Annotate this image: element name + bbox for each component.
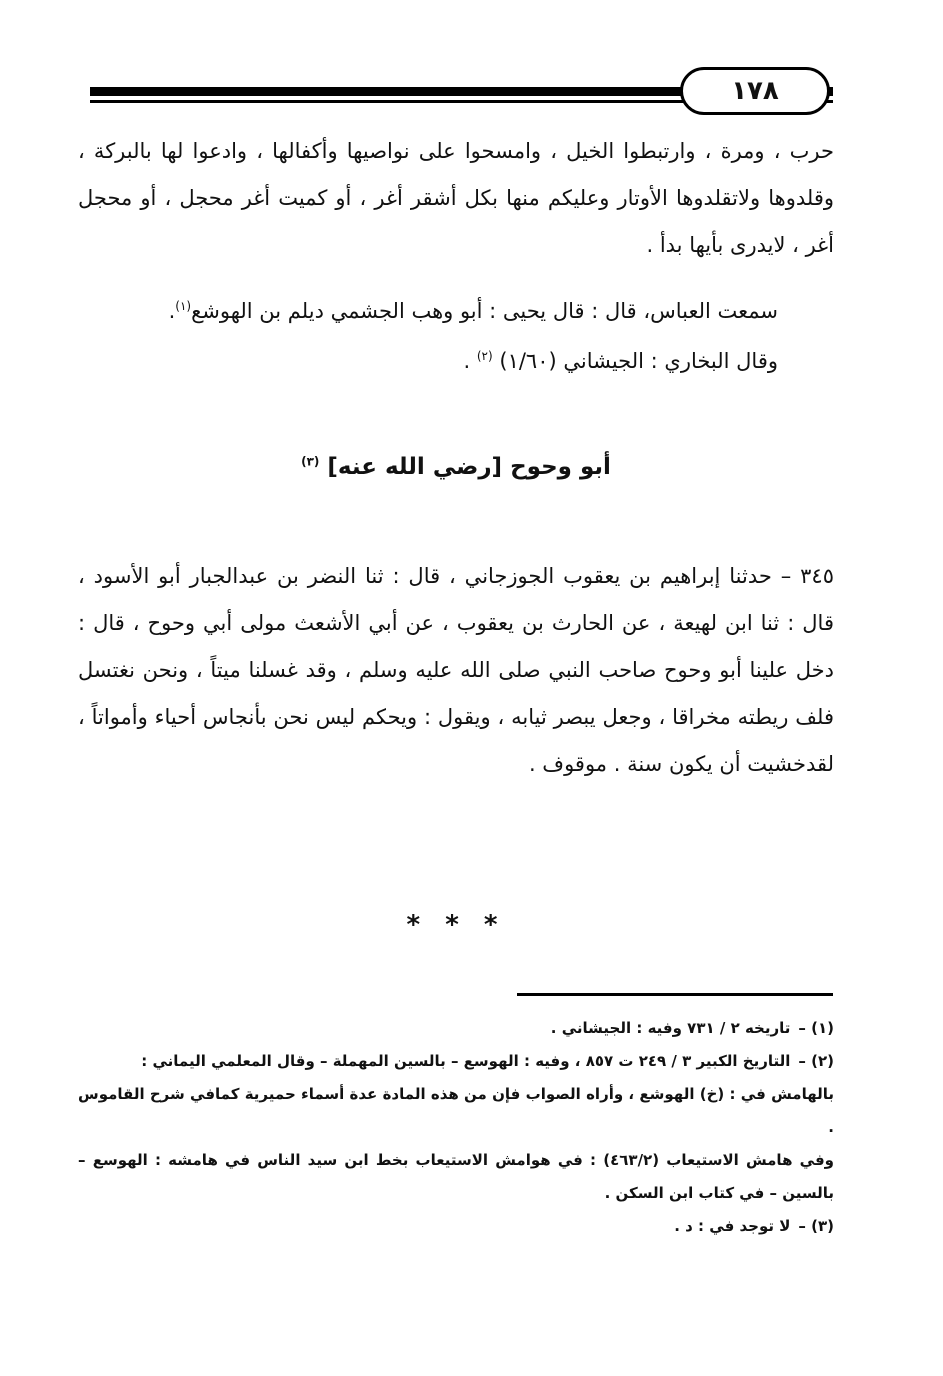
footnote-text: التاريخ الكبير ٣ / ٢٤٩ ت ٨٥٧ ، وفيه : الهوسع – بالسين المهملة – وقال المعلمي اليماني : bbox=[141, 1052, 791, 1070]
footnote-divider bbox=[517, 993, 833, 996]
footnote-2 bbox=[78, 1045, 834, 1078]
section-heading-text: أبو وحوح [رضي الله عنه] bbox=[327, 454, 611, 480]
footnote-number: (٣) – bbox=[798, 1217, 834, 1235]
body-paragraph-2: ٣٤٥ – حدثنا إبراهيم بن يعقوب الجوزجاني ، قال : ثنا النضر بن عبدالجبار أبو الأسود ، قال : ثنا ابن لهيعة ، عن الحارث بن يعقوب ، عن أبي الأشعث مولى أبي وحوح ، قال : دخل علينا أبو وحوح صاحب النبي صلى الله عليه وسلم ، وقد غسلنا ميتاً ، ونحن نغتسل فلف ريطته مخراقا ، وجعل يبصر ثيابه ، ويقول : ويحكم ليس نحن بأنجاس أحياء وأمواتاً ، لقدخشيت أن يكون سنة . موقوف . bbox=[78, 564, 834, 776]
footnote-3 bbox=[78, 1210, 834, 1243]
footnote-1 bbox=[78, 1012, 834, 1045]
body-paragraph-1: حرب ، ومرة ، وارتبطوا الخيل ، وامسحوا على نواصيها وأكفالها ، وادعوا لها بالبركة ، وقلدوها ولاتقلدوها الأوتار وعليكم منها بكل أشقر أغر ، أو كميت أغر محجل ، أو محجل أغر ، لايدرى بأيها بدأ . bbox=[78, 139, 834, 257]
footnote-ref-3: (٣) bbox=[301, 454, 320, 469]
narration-line-2-end: . bbox=[463, 349, 477, 373]
footnote-2-continuation-1: بالهامش في : (خ) الهوشع ، وأراه الصواب فإن من هذه المادة عدة أسماء حميرية كمافي شرح القاموس . bbox=[78, 1085, 834, 1136]
footnote-ref-1: (١) bbox=[175, 299, 192, 313]
footnote-number: (٢) – bbox=[798, 1052, 834, 1070]
footnote-number: (١) – bbox=[798, 1019, 834, 1037]
page-header bbox=[90, 62, 833, 122]
narration-line-1-text: سمعت العباس، قال : قال يحيى : أبو وهب الجشمي ديلم بن الهوشع bbox=[191, 299, 778, 323]
narration-line-2-text: وقال البخاري : الجيشاني (١/٦٠) bbox=[499, 349, 778, 373]
section-separator: * * * bbox=[406, 910, 506, 940]
footnote-2-continuation-2: وفي هامش الاستيعاب (٤٦٣/٢) : في هوامش الاستيعاب بخط ابن سيد الناس في هامشه : الهوسع – بالسين – في كتاب ابن السكن . bbox=[78, 1151, 834, 1202]
narration-line-1-end: . bbox=[168, 299, 176, 323]
page-number: ١٧٨ bbox=[680, 67, 830, 115]
narration-line-1 bbox=[78, 288, 778, 335]
narration-line-2 bbox=[78, 338, 778, 385]
footnote-text: تاريخه ٢ / ٧٣١ وفيه : الجيشاني . bbox=[550, 1019, 791, 1037]
footnote-text: لا توجد في : د . bbox=[674, 1217, 791, 1235]
footnotes bbox=[78, 1012, 834, 1243]
footnote-ref-2: (٢) bbox=[476, 349, 493, 363]
section-heading bbox=[78, 445, 834, 489]
